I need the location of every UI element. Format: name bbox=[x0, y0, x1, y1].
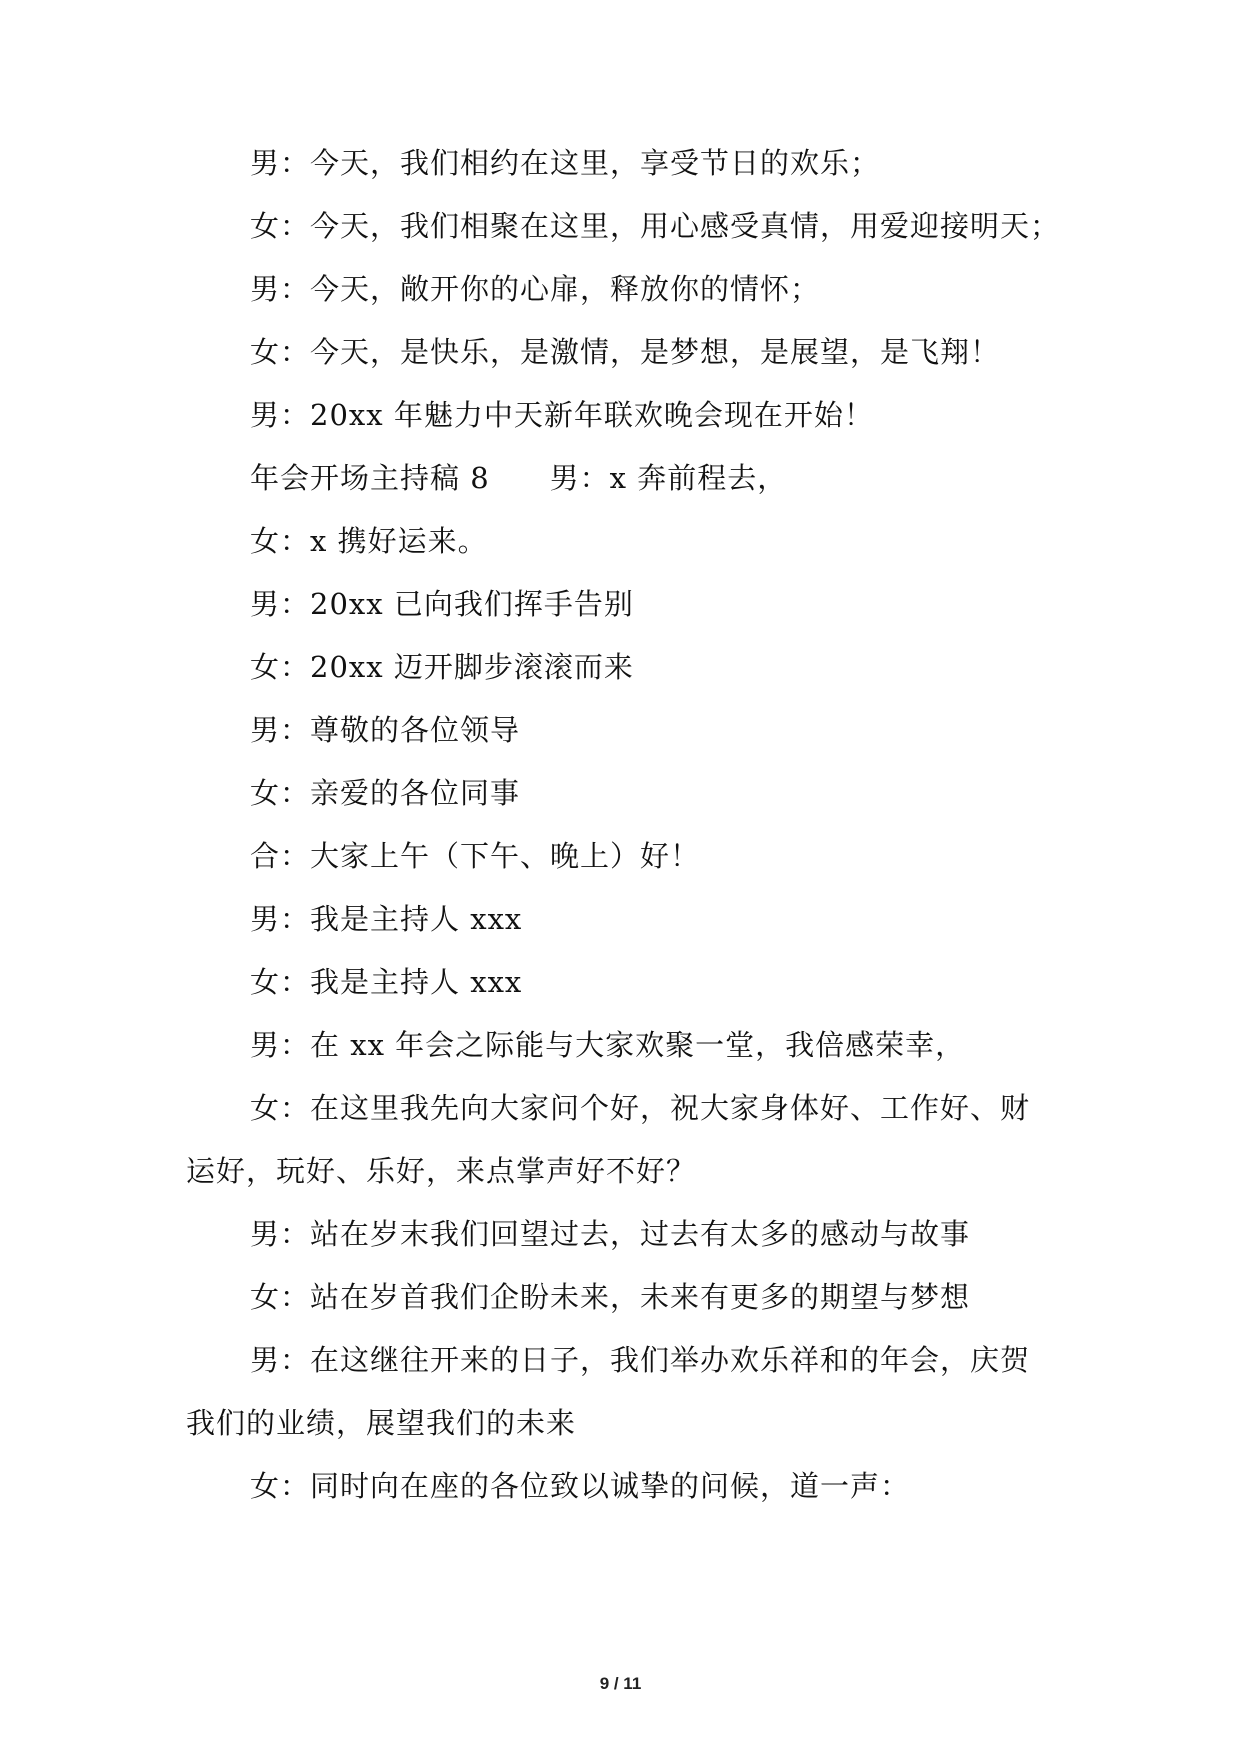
text-line: 女：20xx 迈开脚步滚滚而来 bbox=[250, 650, 634, 684]
text-line: 男：我是主持人 xxx bbox=[250, 902, 523, 936]
text-line: 女：站在岁首我们企盼未来，未来有更多的期望与梦想 bbox=[250, 1280, 971, 1314]
text-line: 男：今天，我们相约在这里，享受节日的欢乐； bbox=[250, 146, 881, 180]
text-line: 女：亲爱的各位同事 bbox=[250, 776, 521, 810]
text-line: 女：今天，是快乐，是激情，是梦想，是展望，是飞翔！ bbox=[250, 335, 1001, 369]
text-line-continuation: 我们的业绩，展望我们的未来 bbox=[186, 1406, 577, 1440]
text-line: 女：今天，我们相聚在这里，用心感受真情，用爱迎接明天； bbox=[250, 209, 1061, 243]
text-line: 男：今天，敞开你的心扉，释放你的情怀； bbox=[250, 272, 821, 306]
text-line: 男：20xx 已向我们挥手告别 bbox=[250, 587, 634, 621]
text-line: 男：尊敬的各位领导 bbox=[250, 713, 521, 747]
text-line: 男：20xx 年魅力中天新年联欢晚会现在开始！ bbox=[250, 398, 874, 432]
text-line: 合：大家上午（下午、晚上）好！ bbox=[250, 839, 701, 873]
text-line: 男：站在岁末我们回望过去，过去有太多的感动与故事 bbox=[250, 1217, 971, 1251]
text-line: 女：x 携好运来。 bbox=[250, 524, 488, 558]
text-line: 男：在 xx 年会之际能与大家欢聚一堂，我倍感荣幸， bbox=[250, 1028, 966, 1062]
text-line: 男：在这继往开来的日子，我们举办欢乐祥和的年会，庆贺 bbox=[250, 1343, 1031, 1377]
text-line: 女：我是主持人 xxx bbox=[250, 965, 523, 999]
text-line: 女：在这里我先向大家问个好，祝大家身体好、工作好、财 bbox=[250, 1091, 1031, 1125]
text-line-continuation: 运好，玩好、乐好，来点掌声好不好？ bbox=[186, 1154, 697, 1188]
section-heading-line: 年会开场主持稿 8 男：x 奔前程去， bbox=[250, 461, 788, 495]
text-line: 女：同时向在座的各位致以诚挚的问候，道一声： bbox=[250, 1469, 911, 1503]
page-number: 9 / 11 bbox=[599, 1674, 642, 1693]
